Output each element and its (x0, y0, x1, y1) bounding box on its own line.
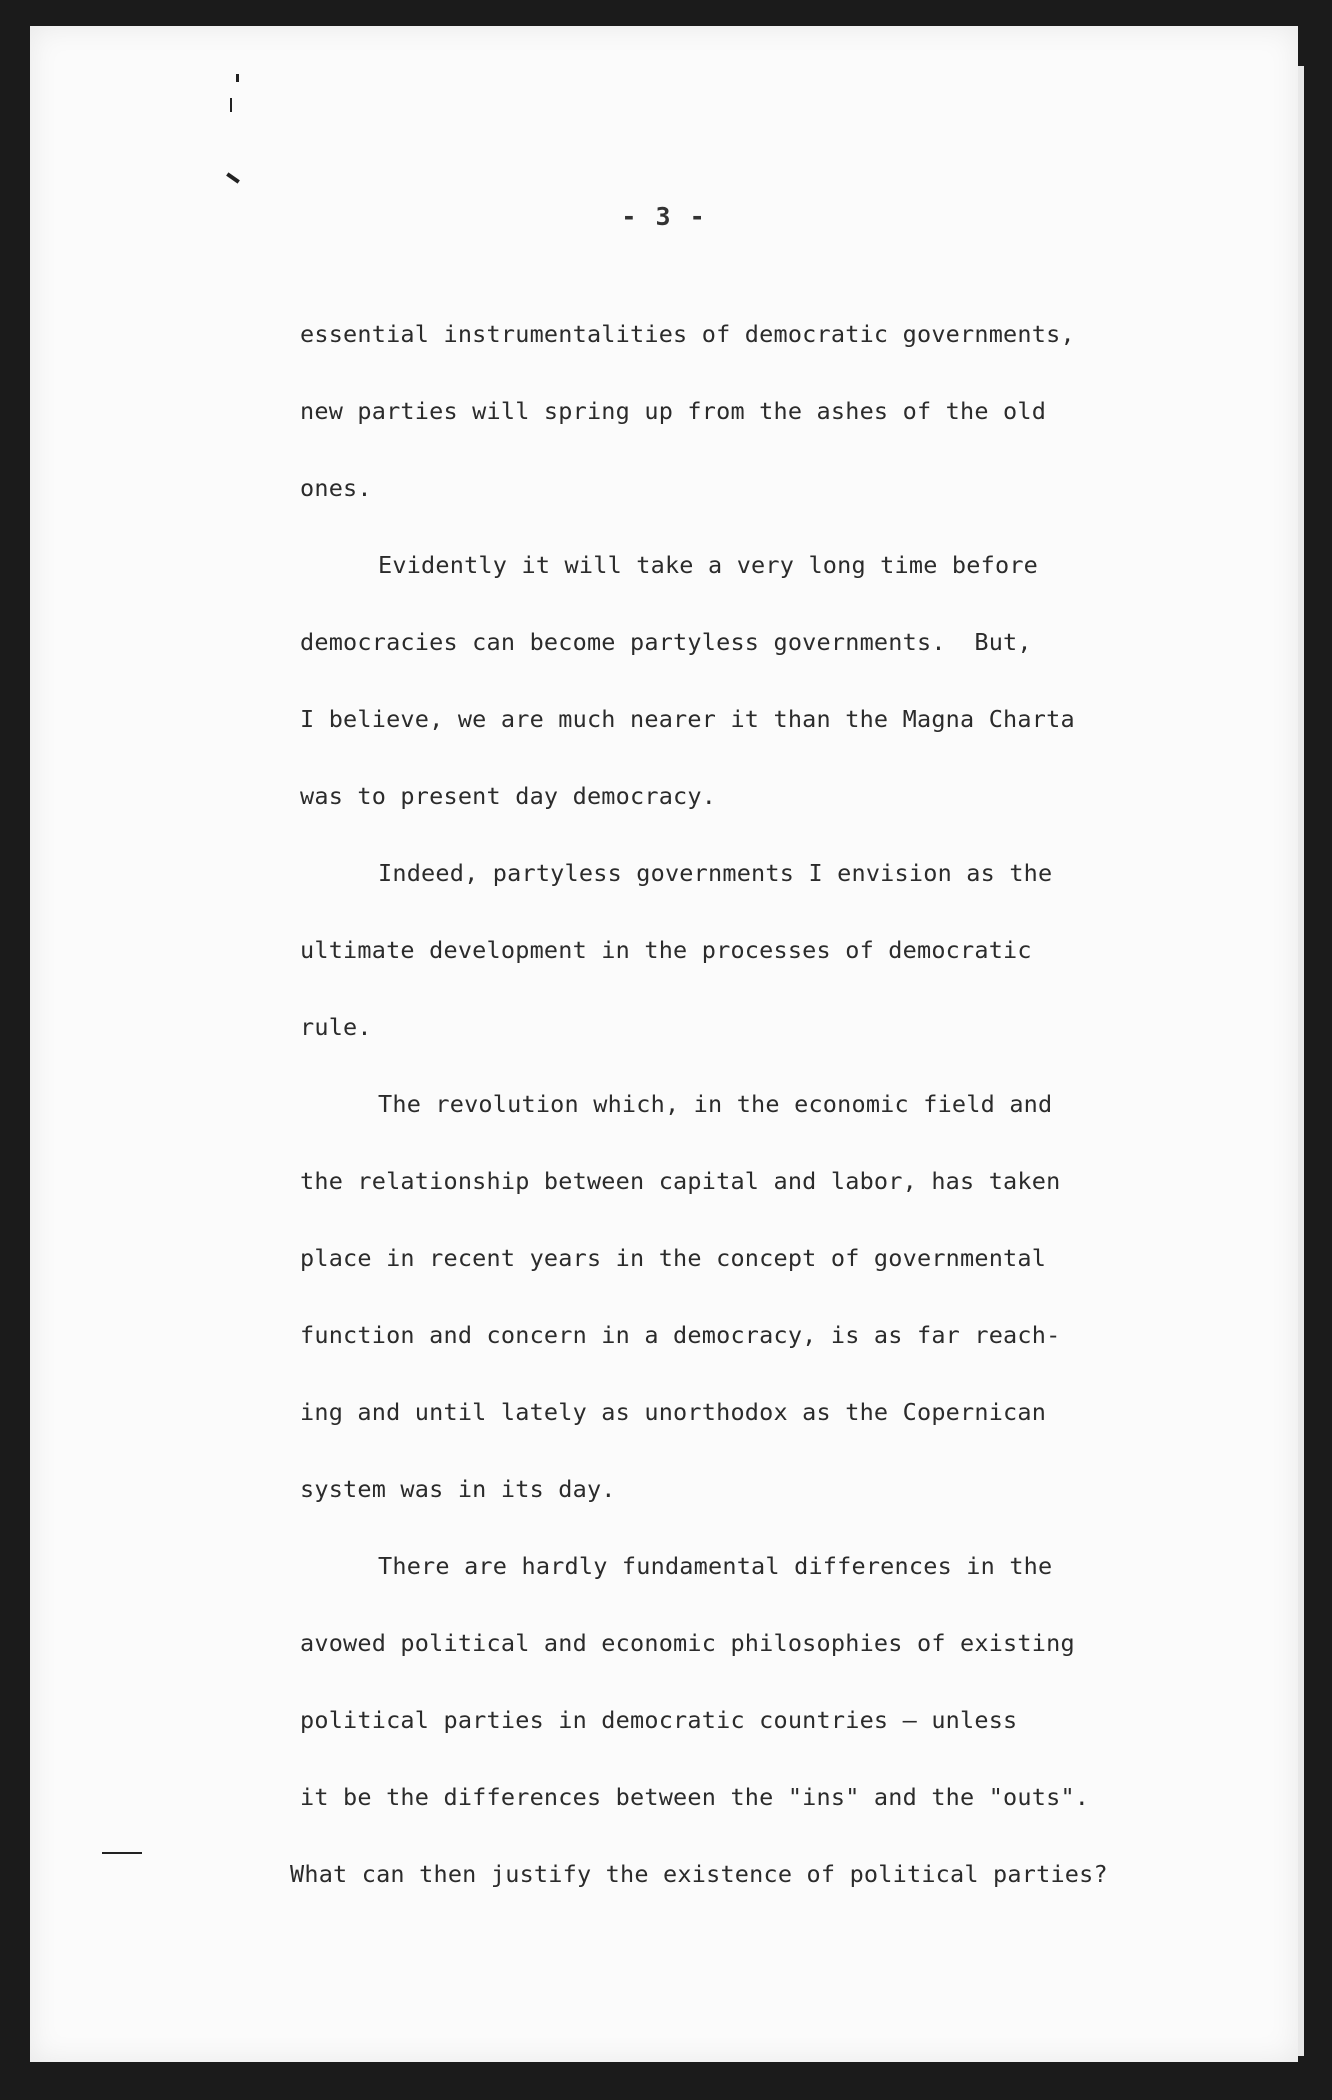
text-line: The revolution which, in the economic field and (378, 1090, 1053, 1118)
text-line: place in recent years in the concept of governmental (300, 1244, 1047, 1272)
text-line: function and concern in a democracy, is as far reach- (300, 1321, 1061, 1349)
text-line: ones. (300, 474, 372, 502)
text-line: new parties will spring up from the ashes of the old (300, 397, 1047, 425)
text-line: the relationship between capital and labor, has taken (300, 1167, 1061, 1195)
text-line: avowed political and economic philosophies of existing (300, 1629, 1075, 1657)
document-page (30, 26, 1298, 2062)
text-line: I believe, we are much nearer it than the Magna Charta (300, 705, 1075, 733)
body-text (30, 26, 1298, 2062)
text-line: There are hardly fundamental differences in the (378, 1552, 1053, 1580)
text-line: democracies can become partyless governments. But, (300, 628, 1032, 656)
text-line: Evidently it will take a very long time before (378, 551, 1039, 579)
text-line: system was in its day. (300, 1475, 616, 1503)
text-line: was to present day democracy. (300, 782, 717, 810)
text-line: What can then justify the existence of political parties? (290, 1860, 1108, 1888)
text-line: rule. (300, 1013, 372, 1041)
text-line: ultimate development in the processes of democratic (300, 936, 1032, 964)
text-line: ing and until lately as unorthodox as the Copernican (300, 1398, 1047, 1426)
page-number: - 3 - (621, 202, 707, 231)
text-line: it be the differences between the "ins" and the "outs". (300, 1783, 1090, 1811)
text-line: political parties in democratic countries — unless (300, 1706, 1018, 1734)
text-line: Indeed, partyless governments I envision as the (378, 859, 1053, 887)
text-line: essential instrumentalities of democratic governments, (300, 320, 1075, 348)
